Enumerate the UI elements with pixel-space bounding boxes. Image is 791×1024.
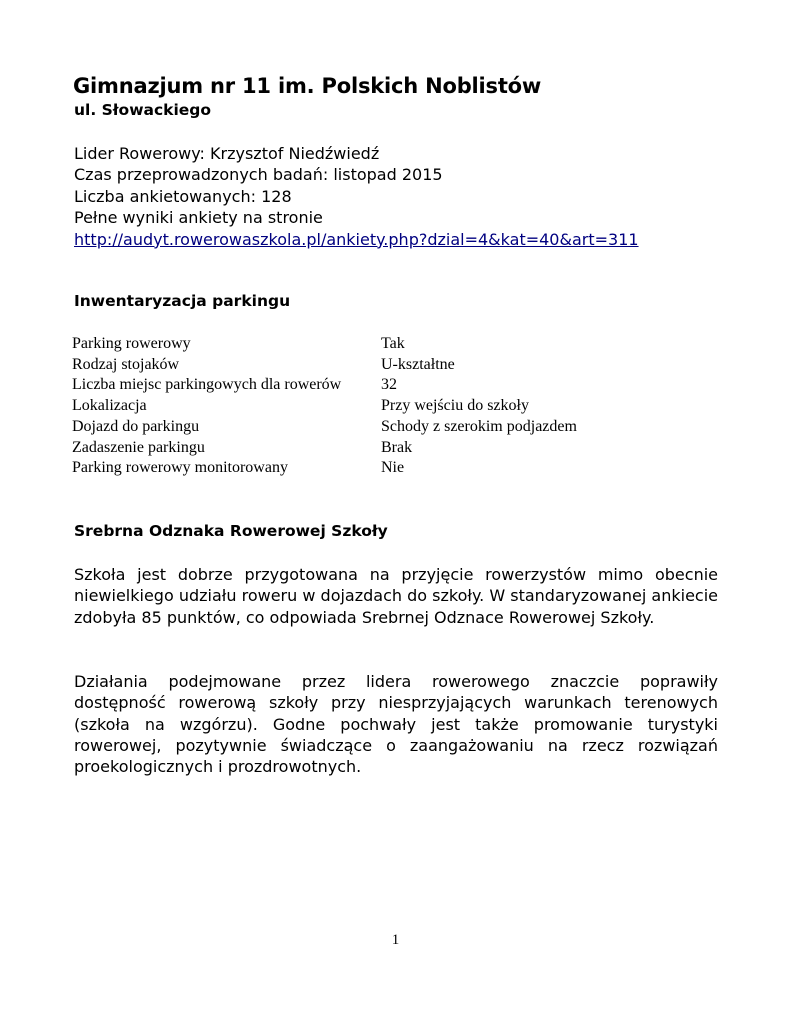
bike-leader: Lider Rowerowy: Krzysztof Niedźwiedź — [74, 144, 380, 163]
table-row — [70, 355, 579, 376]
results-label: Pełne wyniki ankiety na stronie — [74, 208, 323, 228]
table-row — [70, 438, 579, 459]
survey-time: Czas przeprowadzonych badań: listopad 2015 — [74, 165, 443, 185]
badge-paragraph-1: Szkoła jest dobrze przygotowana na przyjęcie rowerzystów mimo obecnie niewielkiego udziału roweru w dojazdach do szkoły. W standaryzowanej ankiecie zdobyła 85 punktów, co odpowiada Srebrnej Odznace Rowerowej Szkoły. — [74, 565, 718, 627]
row-label: Rodzaj stojaków — [72, 355, 180, 373]
badge-section-heading: Srebrna Odznaka Rowerowej Szkoły — [74, 522, 388, 540]
page-number: 1 — [391, 932, 400, 948]
row-value: Brak — [381, 438, 413, 456]
badge-paragraph-2: Działania podejmowane przez lidera rowerowego znaczcie poprawiły dostępność rowerową szkoły przy niesprzyjających warunkach terenowych (szkoła na wzgórzu). Godne pochwały jest także promowanie turystyki rowerowej, pozytywnie świadczące o zaangażowaniu na rzecz rozwiązań proekologicznych i prozdrowotnych. — [74, 672, 718, 777]
row-value: Przy wejściu do szkoły — [381, 397, 529, 415]
row-value: Schody z szerokim podjazdem — [381, 417, 577, 435]
row-label: Dojazd do parkingu — [72, 417, 200, 435]
row-label: Parking rowerowy — [72, 335, 191, 352]
school-address: ul. Słowackiego — [74, 101, 212, 119]
table-row — [70, 375, 579, 396]
table-row — [70, 417, 579, 438]
results-link[interactable]: http://audyt.rowerowaszkola.pl/ankiety.php?dzial=4&kat=40&art=311 — [74, 229, 639, 249]
row-label: Lokalizacja — [72, 397, 147, 415]
page-title: Gimnazjum nr 11 im. Polskich Noblistów — [73, 74, 542, 98]
row-label: Zadaszenie parkingu — [72, 438, 205, 456]
row-value: 32 — [381, 376, 397, 394]
table-row — [70, 396, 579, 417]
row-label: Liczba miejsc parkingowych dla rowerów — [72, 376, 342, 394]
row-label: Parking rowerowy monitorowany — [72, 459, 288, 477]
row-value: Nie — [381, 459, 405, 477]
table-row — [70, 458, 579, 479]
survey-info — [74, 143, 639, 250]
row-value: Tak — [381, 335, 405, 352]
parking-section-heading: Inwentaryzacja parkingu — [74, 292, 291, 310]
table-row — [70, 334, 579, 355]
row-value: U-kształtne — [381, 355, 455, 373]
parking-table — [70, 334, 579, 479]
respondents-count: Liczba ankietowanych: 128 — [74, 186, 292, 206]
